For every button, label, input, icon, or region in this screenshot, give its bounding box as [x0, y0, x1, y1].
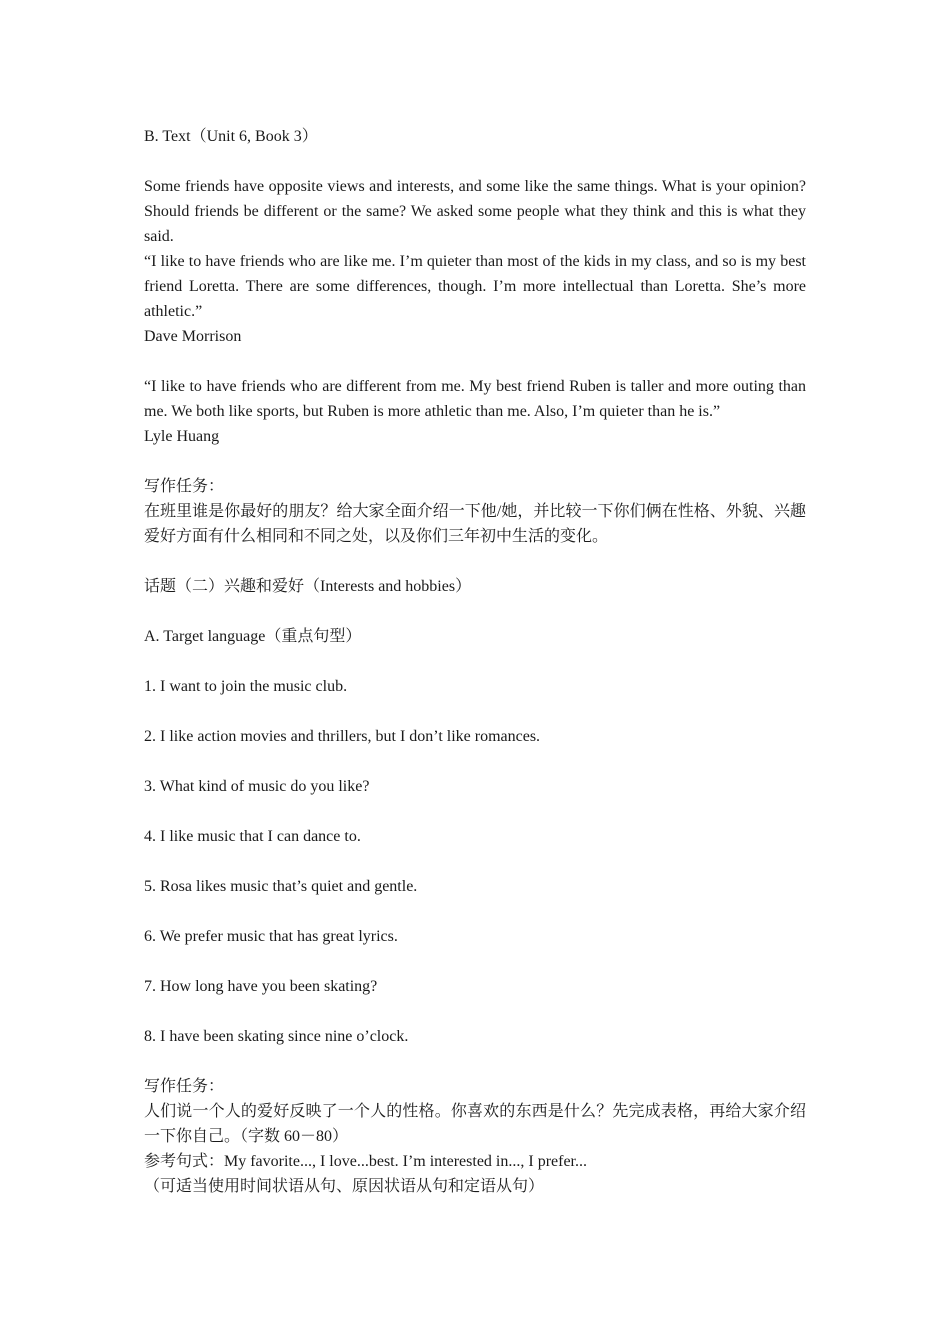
section-b-heading: B. Text（Unit 6, Book 3） — [144, 128, 318, 145]
topic-2-heading: 话题（二）兴趣和爱好（Interests and hobbies） — [144, 578, 472, 595]
spacer — [144, 749, 806, 774]
task-1-text: 在班里谁是你最好的朋友？给大家全面介绍一下他/她，并比较一下你们俩在性格、外貌、兴趣爱好方面有什么相同和不同之处，以及你们三年初中生活的变化。 — [144, 503, 806, 545]
spacer — [144, 949, 806, 974]
sentence-item: 7. How long have you been skating? — [144, 978, 378, 995]
sentence-item: 8. I have been skating since nine o’clock. — [144, 1028, 409, 1045]
sentence-item: 6. We prefer music that has great lyrics. — [144, 928, 398, 945]
task-2-text: 人们说一个人的爱好反映了一个人的性格。你喜欢的东西是什么？先完成表格，再给大家介绍一下你自己。（字数 60－80） — [144, 1103, 806, 1145]
spacer — [144, 899, 806, 924]
spacer — [144, 999, 806, 1024]
spacer — [144, 799, 806, 824]
quote-2-author: Lyle Huang — [144, 428, 220, 445]
quote-2: “I like to have friends who are different from me. My best friend Ruben is taller and more outing than me. We both like sports, but Ruben is more athletic than me. Also, I’m quieter than he is.” — [144, 378, 806, 420]
spacer — [144, 349, 806, 374]
spacer — [144, 599, 806, 624]
sentence-item: 1. I want to join the music club. — [144, 678, 348, 695]
usage-note: （可适当使用时间状语从句、原因状语从句和定语从句） — [144, 1178, 545, 1195]
spacer — [144, 149, 806, 174]
target-language-heading: A. Target language（重点句型） — [144, 628, 362, 645]
spacer — [144, 649, 806, 674]
quote-1: “I like to have friends who are like me. I’m quieter than most of the kids in my class, and so is my best friend Loretta. There are some differences, though. I’m more intellectual than Loretta. She’s more athletic.” — [144, 253, 806, 320]
spacer — [144, 849, 806, 874]
sentence-item: 5. Rosa likes music that’s quiet and gentle. — [144, 878, 418, 895]
spacer — [144, 1049, 806, 1074]
reference-patterns: 参考句式：My favorite..., I love...best. I’m interested in..., I prefer... — [144, 1153, 588, 1170]
spacer — [144, 699, 806, 724]
task-1-label: 写作任务： — [144, 478, 225, 495]
task-2-label: 写作任务： — [144, 1078, 225, 1095]
spacer — [144, 549, 806, 574]
sentence-item: 4. I like music that I can dance to. — [144, 828, 361, 845]
quote-1-author: Dave Morrison — [144, 328, 242, 345]
intro-paragraph: Some friends have opposite views and interests, and some like the same things. What is your opinion? Should friends be different or the same? We asked some people what they think and this is what they said. — [144, 178, 806, 245]
sentence-item: 3. What kind of music do you like? — [144, 778, 370, 795]
spacer — [144, 449, 806, 474]
sentence-item: 2. I like action movies and thrillers, but I don’t like romances. — [144, 728, 541, 745]
document-body — [144, 124, 806, 1199]
